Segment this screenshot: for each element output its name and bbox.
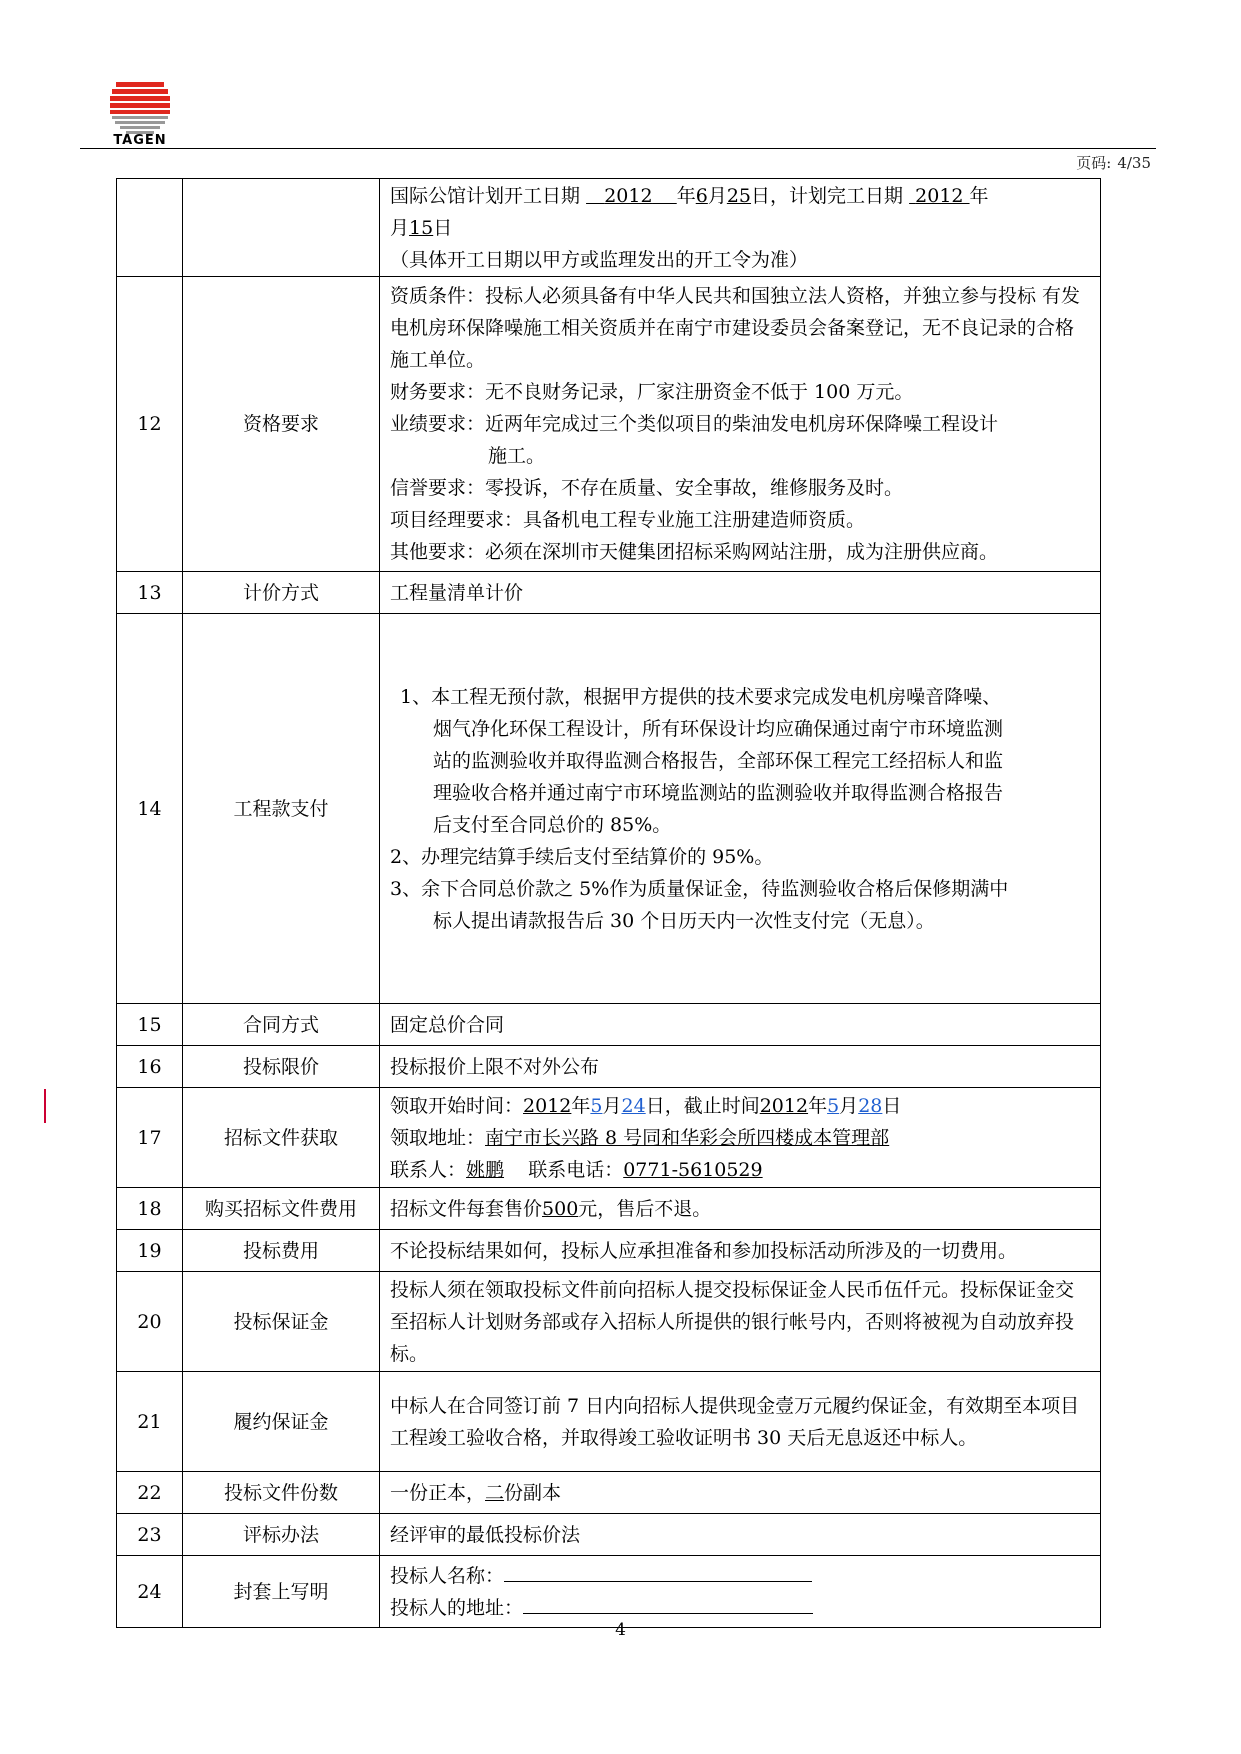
- table-row: [117, 1372, 1101, 1472]
- bid-info-table: [116, 178, 1101, 1628]
- blank-line: [523, 1595, 813, 1614]
- bidder-name-line: 投标人名称：: [390, 1560, 1090, 1592]
- row-content: 工程量清单计价: [380, 572, 1101, 614]
- table-row: [117, 614, 1101, 1004]
- row-name: 封套上写明: [183, 1556, 380, 1628]
- pickup-address: 领取地址：南宁市长兴路 8 号同和华彩会所四楼成本管理部: [390, 1126, 890, 1149]
- row-name: 履约保证金: [183, 1372, 380, 1472]
- logo-text: TAGEN: [113, 133, 167, 148]
- row-name: 资格要求: [183, 277, 380, 572]
- row-name: 投标费用: [183, 1230, 380, 1272]
- row-number: 20: [117, 1272, 183, 1372]
- row-number: 21: [117, 1372, 183, 1472]
- row-content: 投标人须在领取投标文件前向招标人提交投标保证金人民币伍仟元。投标保证金交至招标人计划财务部或存入招标人所提供的银行帐号内，否则将被视为自动放弃投标。: [380, 1272, 1101, 1372]
- qualification-text: 资质条件：投标人必须具备有中华人民共和国独立法人资格，并独立参与投标 有发电机房环保降噪施工相关资质并在南宁市建设委员会备案登记，无不良记录的合格施工单位。: [390, 285, 1081, 371]
- row-number: 12: [117, 277, 183, 572]
- schedule-line-2: 月15日: [390, 216, 453, 239]
- row-number: 19: [117, 1230, 183, 1272]
- row-number: 23: [117, 1514, 183, 1556]
- row-number: 18: [117, 1188, 183, 1230]
- end-year: 2012: [915, 184, 964, 207]
- row-name: 合同方式: [183, 1004, 380, 1046]
- row-number: [117, 179, 183, 277]
- page-code: [1070, 152, 1151, 173]
- end-day: 15: [409, 216, 434, 239]
- row-name: 投标保证金: [183, 1272, 380, 1372]
- row-content: [380, 179, 1101, 277]
- header-rule: [80, 148, 1156, 149]
- table-row: [117, 1472, 1101, 1514]
- row-content: 一份正本，二份副本: [380, 1472, 1101, 1514]
- table-row: [117, 572, 1101, 614]
- start-day: 25: [726, 184, 752, 207]
- table-row: [117, 1230, 1101, 1272]
- table-row: [117, 1556, 1101, 1628]
- pickup-time: 领取开始时间：2012年5月24日，截止时间2012年5月28日: [390, 1094, 902, 1117]
- page-code-label: 页码:: [1076, 154, 1112, 172]
- table-row: [117, 1188, 1101, 1230]
- reputation-text: 信誉要求：零投诉，不存在质量、安全事故，维修服务及时。: [390, 477, 904, 499]
- row-content: [380, 1556, 1101, 1628]
- schedule-note: （具体开工日期以甲方或监理发出的开工令为准）: [390, 248, 809, 271]
- row-number: 24: [117, 1556, 183, 1628]
- row-name: 计价方式: [183, 572, 380, 614]
- row-number: 22: [117, 1472, 183, 1514]
- performance-text: 业绩要求：近两年完成过三个类似项目的柴油发电机房环保降噪工程设计: [390, 413, 999, 435]
- table-row: [117, 1272, 1101, 1372]
- row-name: 投标限价: [183, 1046, 380, 1088]
- row-content: 中标人在合同签订前 7 日内向招标人提供现金壹万元履约保证金，有效期至本项目工程竣工验收合格，并取得竣工验收证明书 30 天后无息返还中标人。: [380, 1372, 1101, 1472]
- manager-text: 项目经理要求：具备机电工程专业施工注册建造师资质。: [390, 509, 866, 531]
- row-content: 投标报价上限不对外公布: [380, 1046, 1101, 1088]
- table-row: [117, 1004, 1101, 1046]
- table-row: [117, 1046, 1101, 1088]
- row-number: 15: [117, 1004, 183, 1046]
- row-name: 评标办法: [183, 1514, 380, 1556]
- row-content: 经评审的最低投标价法: [380, 1514, 1101, 1556]
- start-year: 2012: [604, 184, 653, 207]
- performance-text-cont: 施工。: [488, 445, 546, 467]
- table-row: [117, 179, 1101, 277]
- row-number: 17: [117, 1088, 183, 1188]
- row-content: 不论投标结果如何，投标人应承担准备和参加投标活动所涉及的一切费用。: [380, 1230, 1101, 1272]
- blank-line: [504, 1563, 812, 1582]
- table-row: [117, 277, 1101, 572]
- row-name: 工程款支付: [183, 614, 380, 1004]
- other-text: 其他要求：必须在深圳市天健集团招标采购网站注册，成为注册供应商。: [390, 541, 999, 563]
- row-content: 1、本工程无预付款，根据甲方提供的技术要求完成发电机房噪音降噪、 烟气净化环保工程设计，所有环保设计均应确保通过南宁市环境监测 站的监测验收并取得监测合格报告，全部环保工程完工经招标人和监 理验收合格并通过南宁市环境监测站的监测验收并取得监测合格报告 后支付至合同总价的 85%。 2、办理完结算手续后支付至结算价的 95%。 3、余下合同总价款之 5%作为质量保证金，待监测验收合格后保修期满中 标人提出请款报告后 30 个日历天内一次性支付完（无息）。: [380, 614, 1101, 1004]
- row-name: [183, 179, 380, 277]
- row-name: 招标文件获取: [183, 1088, 380, 1188]
- row-name: 投标文件份数: [183, 1472, 380, 1514]
- row-number: 16: [117, 1046, 183, 1088]
- page-code-value: 4/35: [1117, 154, 1151, 172]
- schedule-line: 国际公馆计划开工日期 2012 年6月25日，计划完工日期 2012 年: [390, 184, 989, 207]
- page-number: 4: [615, 1620, 626, 1640]
- revision-mark: [44, 1089, 46, 1123]
- bidder-address-line: 投标人的地址：: [390, 1592, 1090, 1624]
- row-number: 14: [117, 614, 183, 1004]
- table-row: [117, 1088, 1101, 1188]
- pickup-contact: 联系人：姚鹏 联系电话：0771-5610529: [390, 1158, 763, 1181]
- row-content: [380, 277, 1101, 572]
- row-name: 购买招标文件费用: [183, 1188, 380, 1230]
- table-row: [117, 1514, 1101, 1556]
- row-number: 13: [117, 572, 183, 614]
- row-content: [380, 1088, 1101, 1188]
- start-month: 6: [695, 184, 708, 207]
- row-content: 招标文件每套售价500元，售后不退。: [380, 1188, 1101, 1230]
- finance-text: 财务要求：无不良财务记录，厂家注册资金不低于 100 万元。: [390, 381, 914, 403]
- row-content: 固定总价合同: [380, 1004, 1101, 1046]
